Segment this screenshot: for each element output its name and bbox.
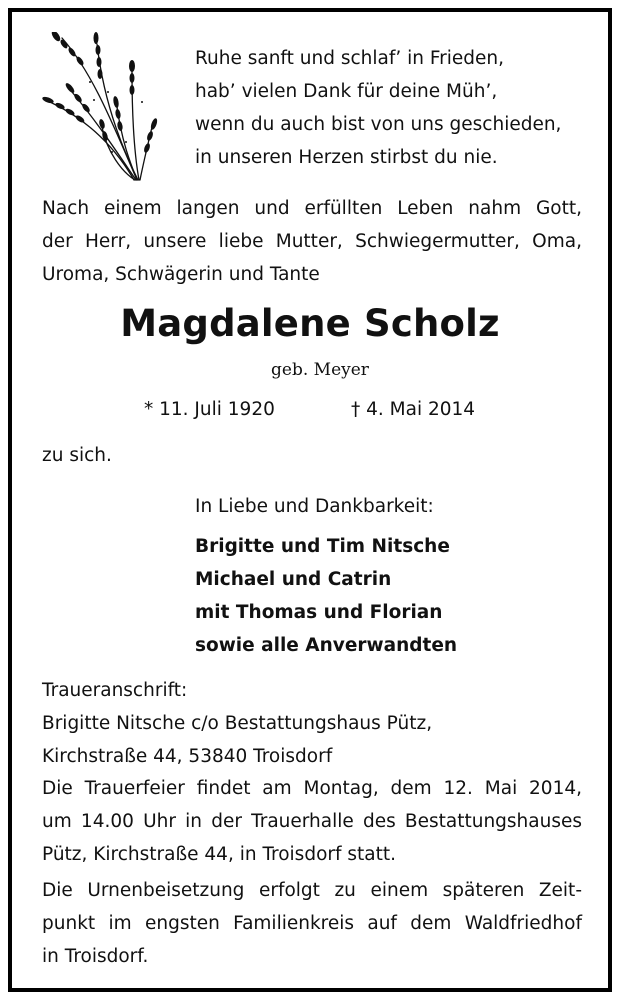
ceremony-text	[42, 772, 582, 871]
burial-line: punkt im engsten Familienkreis auf dem Waldfriedhof	[42, 913, 582, 934]
poem-line: Ruhe sanft und schlaf’ in Frieden,	[195, 48, 505, 69]
ceremony-line: Die Trauerfeier findet am Montag, dem 12. Mai 2014,	[42, 778, 582, 799]
obituary-frame	[8, 8, 612, 992]
intro-text	[42, 192, 582, 291]
burial-text	[42, 874, 582, 973]
thanks-line: In Liebe und Dankbarkeit:	[195, 496, 434, 517]
ceremony-line: um 14.00 Uhr in der Trauerhalle des Bestattungshauses	[42, 811, 582, 832]
family-member: sowie alle Anverwandten	[195, 635, 458, 656]
closing-text: zu sich.	[42, 445, 112, 466]
intro-line: Uroma, Schwägerin und Tante	[42, 264, 320, 285]
family-member: mit Thomas und Florian	[195, 602, 443, 623]
address-line: Brigitte Nitsche c/o Bestattungshaus Pütz,	[42, 713, 433, 734]
poem	[195, 42, 561, 174]
birth-name: geb. Meyer	[271, 360, 369, 380]
ceremony-line: Pütz, Kirchstraße 44, in Troisdorf statt.	[42, 844, 397, 865]
death-date: † 4. Mai 2014	[351, 399, 476, 420]
mourning-address	[42, 674, 432, 773]
poem-line: hab’ vielen Dank für deine Müh’,	[195, 81, 498, 102]
poem-line: in unseren Herzen stirbst du nie.	[195, 147, 498, 168]
poem-line: wenn du auch bist von uns geschieden,	[195, 114, 562, 135]
family-member: Michael und Catrin	[195, 569, 392, 590]
intro-line: Nach einem langen und erfüllten Leben nahm Gott,	[42, 198, 582, 219]
burial-line: in Troisdorf.	[42, 946, 149, 967]
intro-line: der Herr, unsere liebe Mutter, Schwiegermutter, Oma,	[42, 231, 582, 252]
address-line: Traueranschrift:	[42, 680, 188, 701]
wheat-stalks-icon	[42, 32, 172, 182]
deceased-name: Magdalene Scholz	[120, 302, 500, 345]
birth-date: * 11. Juli 1920	[144, 399, 275, 420]
address-line: Kirchstraße 44, 53840 Troisdorf	[42, 746, 333, 767]
burial-line: Die Urnenbeisetzung erfolgt zu einem späteren Zeit-	[42, 880, 582, 901]
family-member: Brigitte und Tim Nitsche	[195, 536, 450, 557]
family-list	[195, 530, 457, 662]
